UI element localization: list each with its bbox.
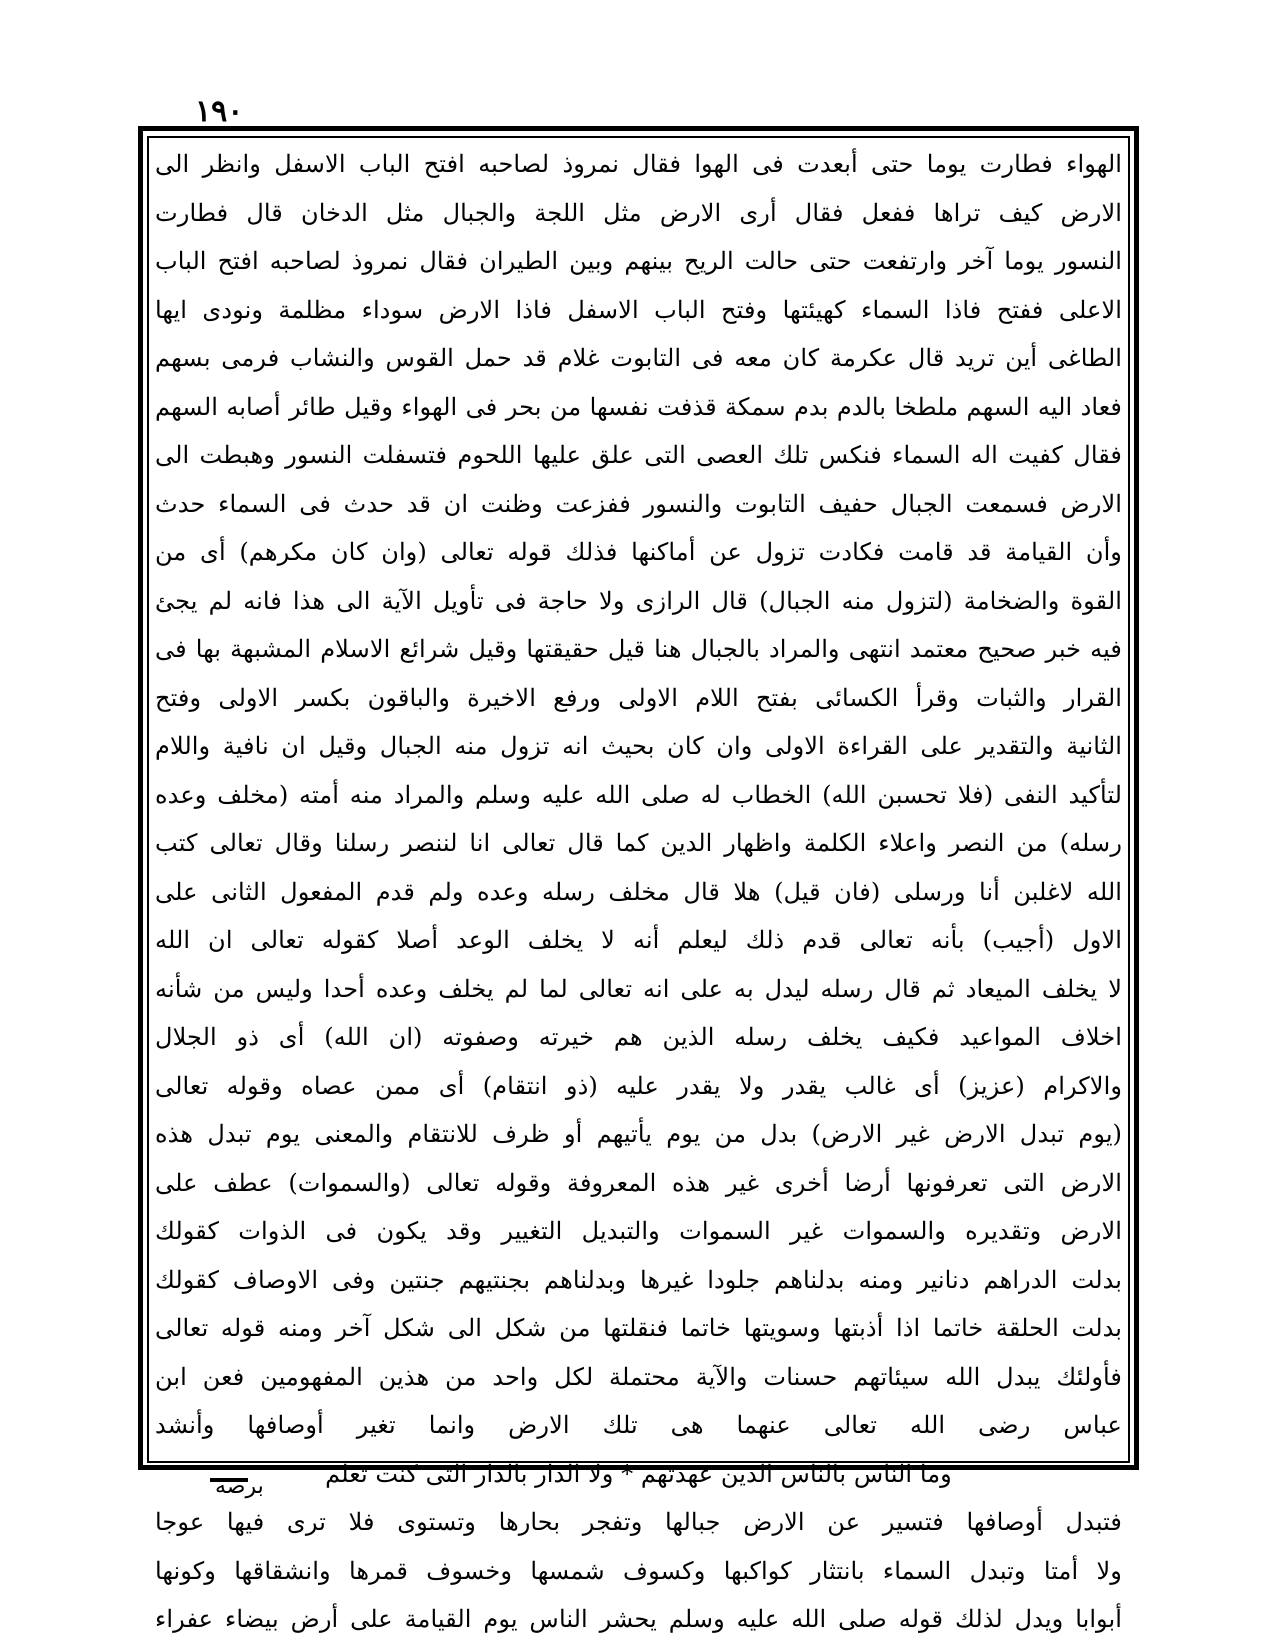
text-line: فأولئك يبدل الله سيئاتهم حسنات والآية محتملة لكل واحد من هذين المفهومين فعن ابن [155, 1362, 1122, 1391]
text-line: الاول (أجيب) بأنه تعالى قدم ذلك ليعلم أنه لا يخلف الوعد أصلا كقوله تعالى ان الله [155, 926, 1122, 954]
text-line: النسور يوما آخر وارتفعت حتى حالت الريح بينهم وبين الطيران فقال نمروذ لصاحبه افتح الباب [155, 247, 1122, 275]
text-line: الطاغى أين تريد قال عكرمة كان معه فى التابوت غلام قد حمل القوس والنشاب فرمى بسهم [155, 344, 1122, 372]
text-line: الثانية والتقدير على القراءة الاولى وان كان بحيث انه تزول منه الجبال وقيل ان نافية واللام [155, 732, 1122, 760]
text-line: اخلاف المواعيد فكيف يخلف رسله الذين هم خيرته وصفوته (ان الله) أى ذو الجلال [155, 1023, 1122, 1051]
text-line: لا يخلف الميعاد ثم قال رسله ليدل به على انه تعالى لما لم يخلف وعده أحدا وليس من شأنه [155, 974, 1122, 1003]
text-line: الارض وتقديره والسموات غير السموات والتبديل التغيير وقد يكون فى الذوات كقولك [155, 1217, 1122, 1245]
text-line: القرار والثبات وقرأ الكسائى بفتح اللام الاولى ورفع الاخيرة والباقون بكسر الاولى وفتح [155, 683, 1122, 712]
text-line: ولا أمتا وتبدل السماء بانتثار كواكبها وكسوف شمسها وخسوف قمرها وانشقاقها وكونها [155, 1556, 1122, 1585]
text-line: فتبدل أوصافها فتسير عن الارض جبالها وتفجر بحارها وتستوى فلا ترى فيها عوجا [155, 1508, 1122, 1536]
text-line: عباس رضى الله تعالى عنهما هى تلك الارض وانما تغير أوصافها وأنشد [155, 1411, 1122, 1439]
catchword: برصه [215, 1474, 264, 1499]
text-line: بدلت الدراهم دنانير ومنه بدلناهم جلودا غيرها وبدلناهم بجنتيهم جنتين وفى الاوصاف كقولك [155, 1265, 1122, 1294]
text-line: والاكرام (عزيز) أى غالب يقدر ولا يقدر عليه (ذو انتقام) أى ممن عصاه وقوله تعالى [155, 1071, 1122, 1100]
verse-line: وما الناس بالناس الذين عهدتهم * ولا الدار بالدار التى كنت تعلم [325, 1459, 952, 1488]
text-line: الله لاغلبن أنا ورسلى (فان قيل) هلا قال مخلف رسله وعده ولم قدم المفعول الثانى على [155, 877, 1122, 906]
text-line: وأن القيامة قد قامت فكادت تزول عن أماكنها فذلك قوله تعالى (وان كان مكرهم) أى من [155, 538, 1122, 566]
text-line: الارض التى تعرفونها أرضا أخرى غير هذه المعروفة وقوله تعالى (والسموات) عطف على [155, 1168, 1122, 1197]
text-line: فقال كفيت اله السماء فنكس تلك العصى التى علق عليها اللحوم فتسفلت النسور وهبطت الى [155, 441, 1122, 469]
text-line: أبوابا ويدل لذلك قوله صلى الله عليه وسلم يحشر الناس يوم القيامة على أرض بيضاء عفراء [155, 1605, 1122, 1633]
text-line: الاعلى ففتح فاذا السماء كهيئتها وفتح الباب الاسفل فاذا الارض سوداء مظلمة ونودى ايها [155, 295, 1122, 324]
text-line: لتأكيد النفى (فلا تحسبن الله) الخطاب له صلى الله عليه وسلم والمراد منه أمته (مخلف وعده [155, 780, 1122, 809]
text-line: الارض فسمعت الجبال حفيف التابوت والنسور ففزعت وظنت ان قد حدث فى السماء حدث [155, 489, 1122, 518]
text-line: رسله) من النصر واعلاء الكلمة واظهار الدين كما قال تعالى انا لننصر رسلنا وقال تعالى كتب [155, 829, 1122, 857]
text-line: فيه خبر صحيح معتمد انتهى والمراد بالجبال هنا قيل حقيقتها وقيل شرائع الاسلام المشبهة بها فى [155, 635, 1122, 663]
text-line: القوة والضخامة (لتزول منه الجبال) قال الرازى ولا حاجة فى تأويل الآية الى هذا فانه لم يجئ [155, 586, 1122, 615]
page-number: ١٩٠ [195, 94, 244, 129]
text-line: فعاد اليه السهم ملطخا بالدم بدم سمكة قذفت نفسها من بحر فى الهواء وقيل طائر أصابه السهم [155, 392, 1122, 421]
text-line: الارض كيف تراها ففعل فقال أرى الارض مثل اللجة والجبال مثل الدخان قال فطارت [155, 198, 1122, 227]
text-line: بدلت الحلقة خاتما اذا أذبتها وسويتها خاتما فنقلتها من شكل الى شكل آخر ومنه قوله تعالى [155, 1314, 1122, 1342]
text-line: الهواء فطارت يوما حتى أبعدت فى الهوا فقال نمروذ لصاحبه افتح الباب الاسفل وانظر الى [155, 150, 1122, 178]
text-line: (يوم تبدل الارض غير الارض) بدل من يوم يأتيهم أو ظرف للانتقام والمعنى يوم تبدل هذه [155, 1120, 1122, 1148]
